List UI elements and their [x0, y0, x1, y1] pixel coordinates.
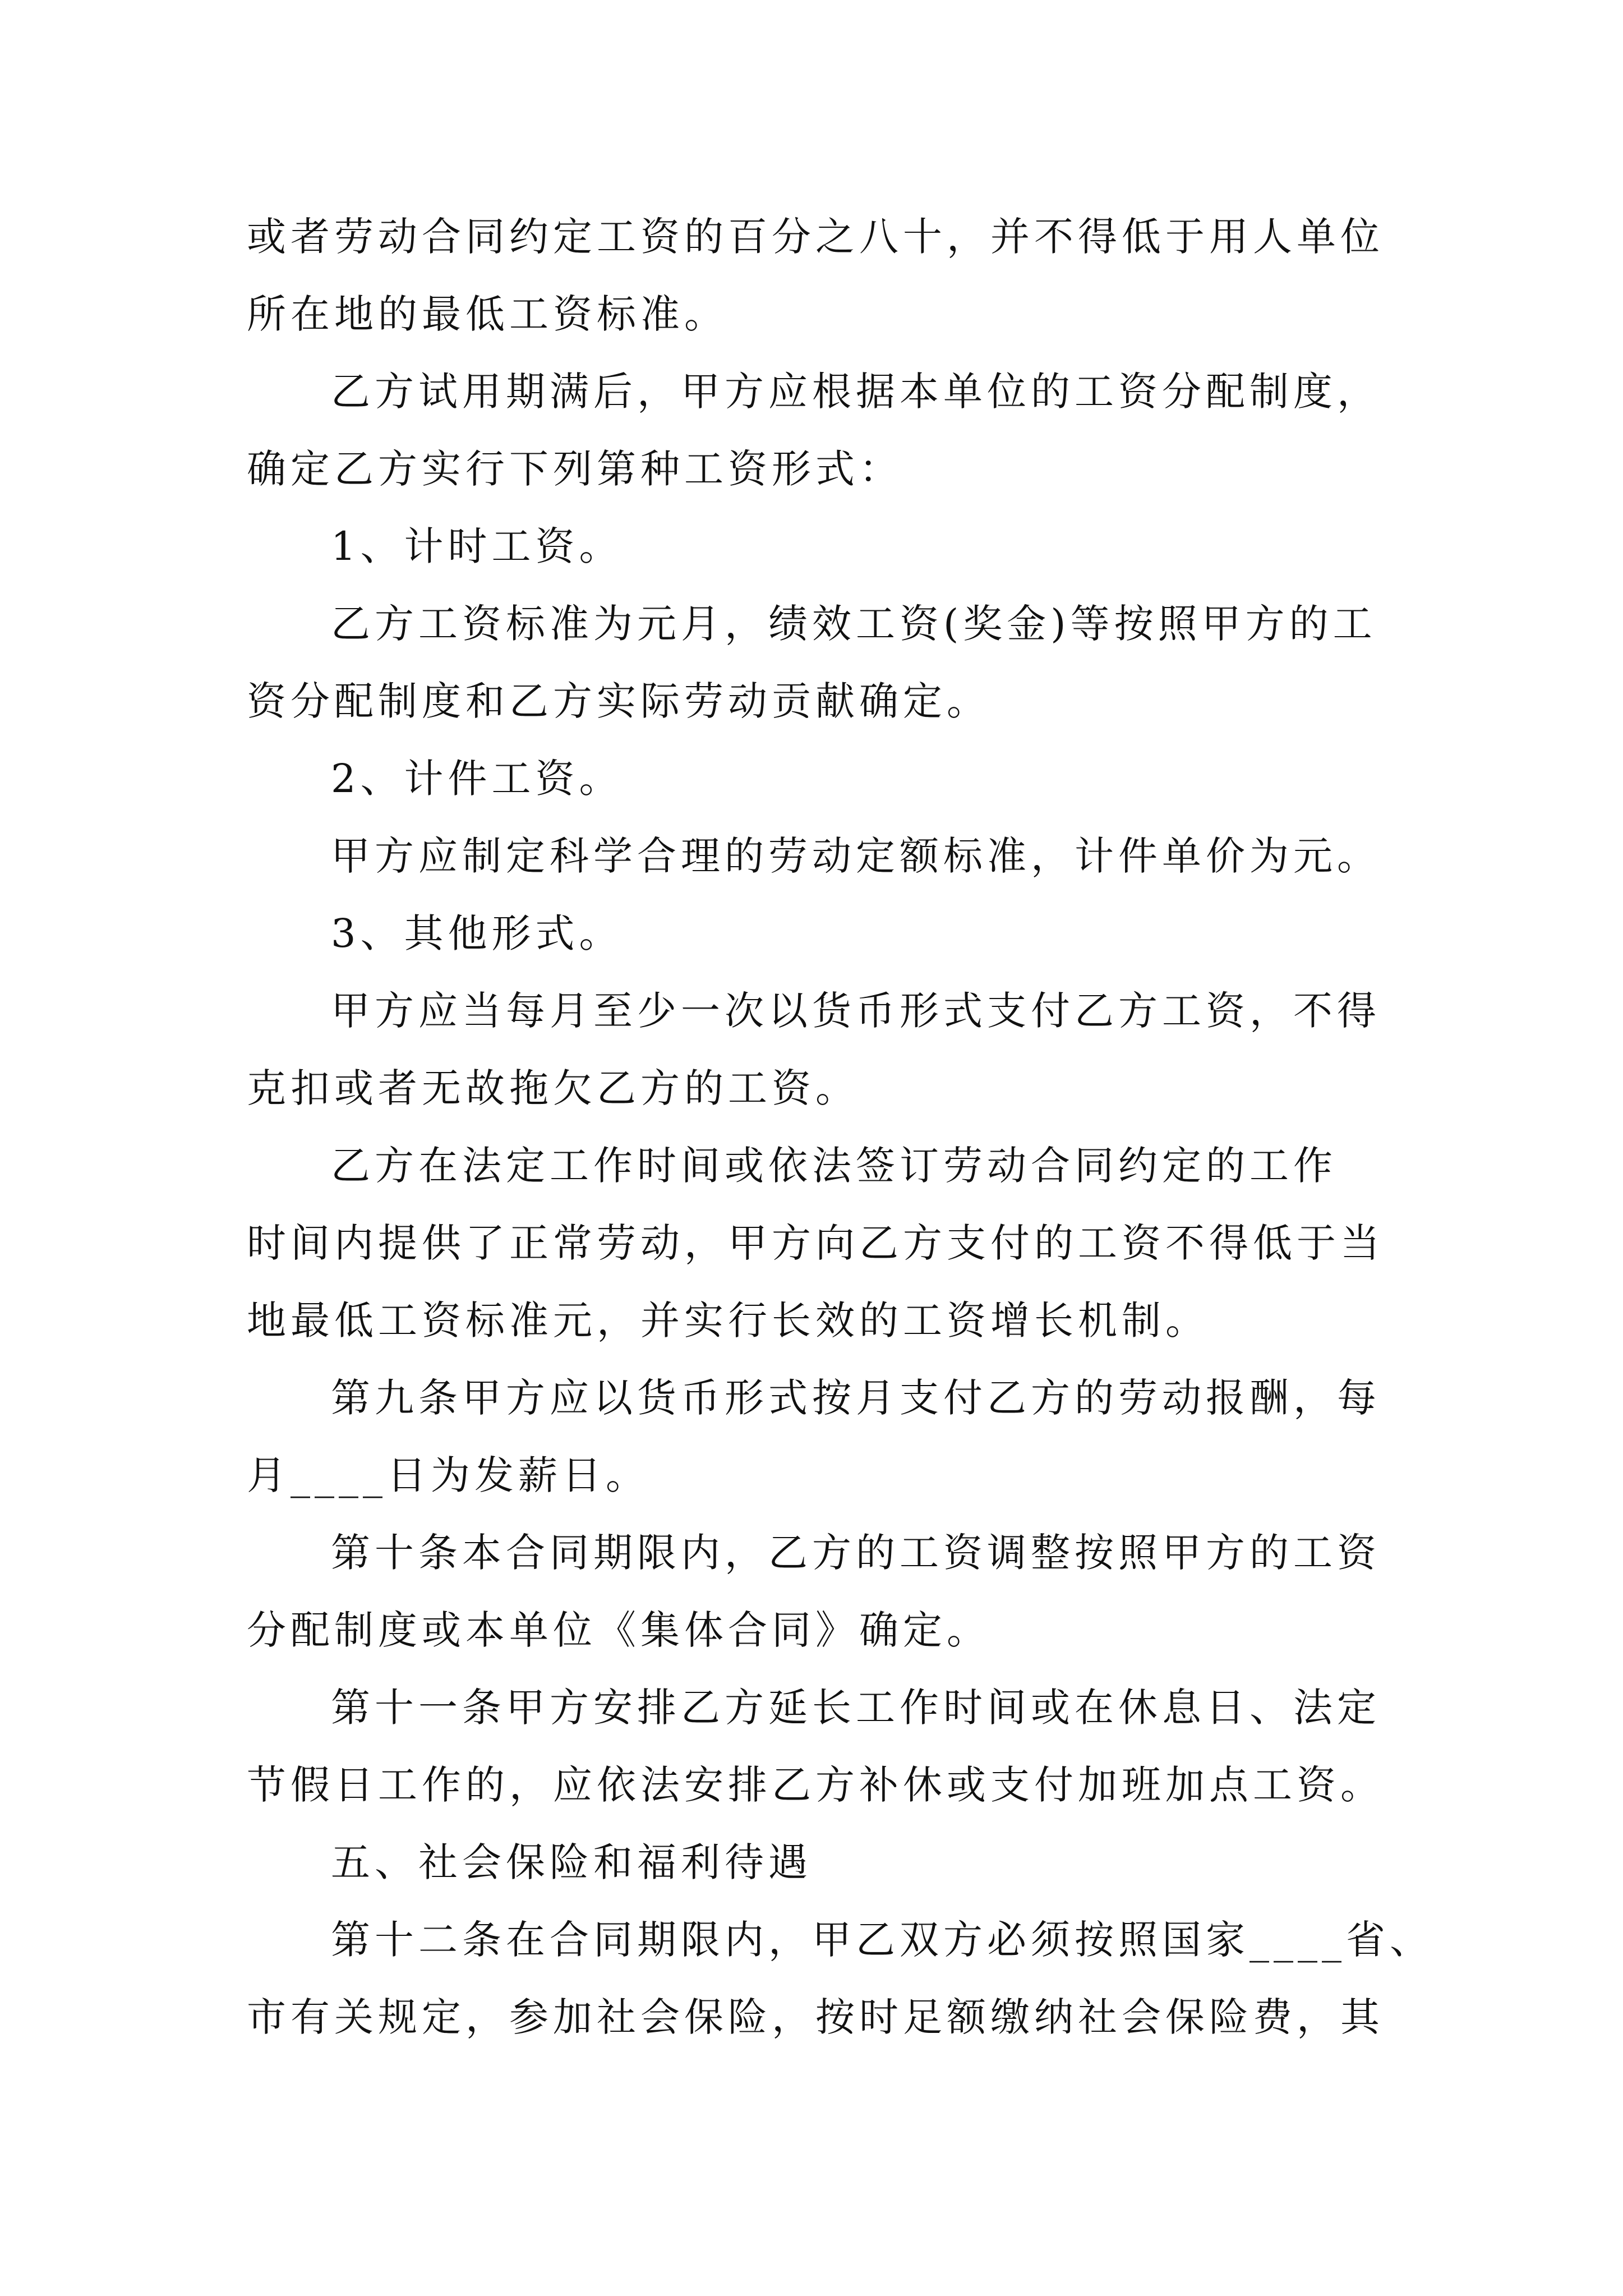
- text-line: 乙方试用期满后，甲方应根据本单位的工资分配制度，: [331, 369, 1381, 415]
- text-line: 第十条本合同期限内，乙方的工资调整按照甲方的工资: [331, 1530, 1381, 1576]
- text-line: 市有关规定，参加社会保险，按时足额缴纳社会保险费，其: [247, 1994, 1384, 2040]
- text-line: 甲方应当每月至少一次以货币形式支付乙方工资，不得: [331, 988, 1381, 1034]
- text-line: 乙方工资标准为元月，绩效工资(奖金)等按照甲方的工: [331, 601, 1377, 647]
- text-line: 甲方应制定科学合理的劳动定额标准，计件单价为元。: [331, 833, 1381, 879]
- text-line: 或者劳动合同约定工资的百分之八十，并不得低于用人单位: [247, 214, 1384, 260]
- text-line: 地最低工资标准元，并实行长效的工资增长机制。: [247, 1297, 1209, 1343]
- text-line: 确定乙方实行下列第种工资形式：: [247, 446, 903, 492]
- text-line: 所在地的最低工资标准。: [247, 291, 728, 337]
- text-line: 3、其他形式。: [331, 910, 623, 956]
- text-line: 2、计件工资。: [331, 756, 623, 802]
- text-line: 分配制度或本单位《集体合同》确定。: [247, 1607, 990, 1653]
- text-line: 乙方在法定工作时间或依法签订劳动合同约定的工作: [331, 1143, 1337, 1189]
- text-line: 1、计时工资。: [331, 523, 623, 569]
- text-line: 第九条甲方应以货币形式按月支付乙方的劳动报酬，每: [331, 1375, 1381, 1421]
- text-line: 节假日工作的，应依法安排乙方补休或支付加班加点工资。: [247, 1762, 1384, 1808]
- text-line: 时间内提供了正常劳动，甲方向乙方支付的工资不得低于当: [247, 1220, 1384, 1266]
- text-line: 克扣或者无故拖欠乙方的工资。: [247, 1065, 859, 1111]
- text-line: 月____日为发薪日。: [247, 1452, 649, 1498]
- text-line: 第十一条甲方安排乙方延长工作时间或在休息日、法定: [331, 1685, 1381, 1731]
- section-heading: 五、社会保险和福利待遇: [331, 1839, 812, 1885]
- text-line: 第十二条在合同期限内，甲乙双方必须按照国家____省、: [331, 1917, 1433, 1963]
- text-line: 资分配制度和乙方实际劳动贡献确定。: [247, 678, 990, 724]
